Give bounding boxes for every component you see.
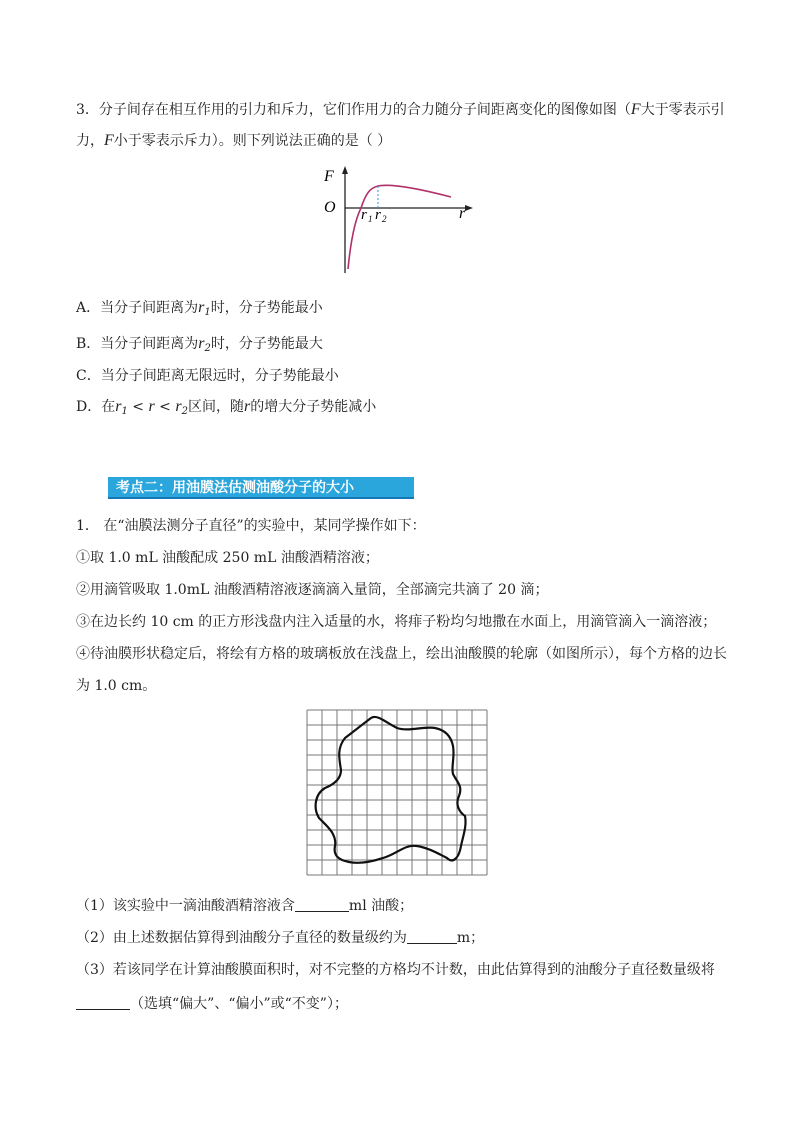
sub1-post: ml 油酸； bbox=[348, 898, 414, 914]
option-d-post: 的增大分子势能减小 bbox=[250, 399, 377, 415]
option-d-r: r bbox=[148, 398, 155, 415]
force-distance-graph bbox=[318, 163, 478, 278]
option-d-sub2: 2 bbox=[181, 406, 188, 417]
option-b-r: r bbox=[198, 335, 205, 352]
option-b bbox=[76, 334, 323, 359]
q3-line2-tail: 小于零表示斥力）。则下列说法正确的是（ ） bbox=[113, 133, 392, 149]
graph-F-label: F bbox=[324, 168, 334, 185]
sub3-text: （3）若该同学在计算油酸膜面积时，对不完整的方格均不计数，由此估算得到的油酸分子直径数量级将 bbox=[76, 962, 715, 978]
graph-x-arrow bbox=[465, 205, 473, 211]
option-d-lt2: < bbox=[154, 399, 176, 415]
option-d-pre: D．在 bbox=[76, 399, 116, 415]
q3-line2 bbox=[76, 131, 391, 151]
q3-line1-tail: 大于零表示引 bbox=[640, 102, 725, 118]
oil-film-grid-figure bbox=[305, 708, 489, 878]
sub3-answer-blank[interactable] bbox=[76, 995, 130, 1010]
option-d-r2: r bbox=[175, 398, 182, 415]
option-a bbox=[76, 298, 323, 323]
option-b-pre: B．当分子间距离为 bbox=[76, 336, 199, 352]
graph-force-curve bbox=[348, 185, 451, 269]
step-4-cont: 为 1.0 cm。 bbox=[76, 678, 157, 694]
sub-question-1 bbox=[76, 896, 413, 916]
section-heading: 考点二：用油膜法估测油酸分子的大小 bbox=[108, 477, 414, 499]
option-c bbox=[76, 366, 339, 386]
q3-line1-F: F bbox=[630, 101, 641, 118]
graph-r-label: r bbox=[459, 205, 466, 222]
sub1-answer-blank[interactable] bbox=[295, 897, 349, 912]
graph-r2-sub: 2 bbox=[382, 214, 387, 224]
sub2-answer-blank[interactable] bbox=[407, 929, 457, 944]
step-1: ①取 1.0 mL 油酸配成 250 mL 油酸酒精溶液； bbox=[76, 550, 379, 566]
sub-question-2 bbox=[76, 928, 484, 948]
sub2-pre: （2）由上述数据估算得到油酸分子直径的数量级约为 bbox=[76, 930, 407, 946]
sub1-pre: （1）该实验中一滴油酸酒精溶液含 bbox=[76, 898, 295, 914]
option-a-post: 时，分子势能最小 bbox=[210, 300, 323, 316]
option-d-lt1: < bbox=[127, 399, 149, 415]
step-3: ③在边长约 10 cm 的正方形浅盘内注入适量的水，将痱子粉均匀地撒在水面上，用滴管滴入一滴溶液； bbox=[76, 614, 717, 630]
step-4: ④待油膜形状稳定后，将绘有方格的玻璃板放在浅盘上，绘出油酸膜的轮廓（如图所示），每个方格的边长 bbox=[76, 646, 727, 662]
sub2-post: m； bbox=[456, 930, 485, 946]
q3-line1 bbox=[76, 100, 725, 120]
graph-r1-sub: 1 bbox=[368, 214, 373, 224]
option-d-sub1: 1 bbox=[121, 406, 128, 417]
sub3-post: （选填“偏大”、“偏小”或“不变”）； bbox=[130, 996, 348, 1012]
option-b-post: 时，分子势能最大 bbox=[210, 336, 323, 352]
option-a-r: r bbox=[198, 299, 205, 316]
option-c-text: C．当分子间距离无限远时，分子势能最小 bbox=[76, 368, 339, 384]
option-d-r1: r bbox=[115, 398, 122, 415]
graph-y-arrow bbox=[342, 166, 348, 174]
sub-question-3 bbox=[76, 960, 715, 980]
graph-r2-label: r bbox=[375, 207, 381, 223]
oil-film-outline bbox=[316, 717, 466, 863]
sub-question-3-cont bbox=[76, 994, 348, 1014]
option-a-pre: A．当分子间距离为 bbox=[76, 300, 199, 316]
option-d-rr: r bbox=[243, 398, 251, 415]
option-d bbox=[76, 397, 376, 422]
graph-r1-label: r bbox=[361, 207, 367, 223]
q3-line2-F: F bbox=[104, 132, 114, 149]
q1-intro: 1． 在“油膜法测分子直径”的实验中，某同学操作如下： bbox=[76, 518, 426, 534]
q3-line2-head: 力， bbox=[76, 133, 104, 149]
graph-O-label: O bbox=[324, 199, 336, 216]
option-a-sub: 1 bbox=[204, 307, 211, 318]
option-d-mid: 区间，随 bbox=[187, 399, 244, 415]
option-b-sub: 2 bbox=[204, 343, 211, 354]
q3-line1-text: 3．分子间存在相互作用的引力和斥力，它们作用力的合力随分子间距离变化的图像如图（ bbox=[76, 102, 631, 118]
step-2: ②用滴管吸取 1.0mL 油酸酒精溶液逐滴滴入量筒，全部滴完共滴了 20 滴； bbox=[76, 582, 549, 598]
